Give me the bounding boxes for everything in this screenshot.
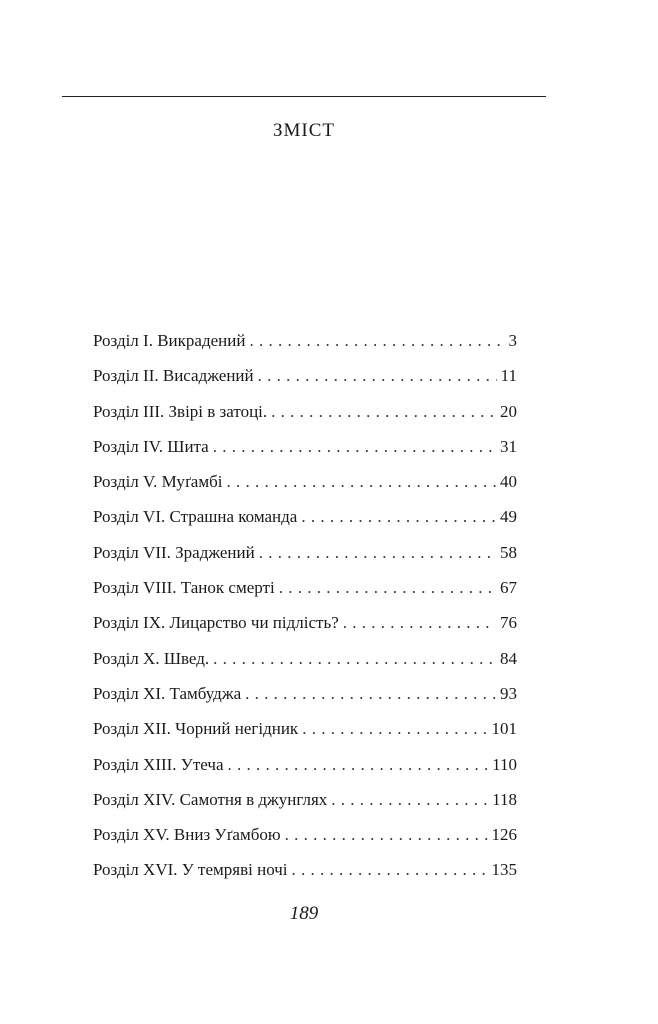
dot-leader [213, 432, 496, 462]
toc-entry-title: Розділ XVI. У темряві ночі [93, 860, 288, 880]
toc-entry [93, 714, 517, 749]
toc-entry-title: Розділ І. Викрадений [93, 331, 246, 350]
toc-entry [93, 361, 517, 396]
toc-entry-page: 11 [500, 366, 517, 386]
dot-leader [343, 608, 496, 638]
toc-entry-title: Розділ XIV. Самотня в джунглях [93, 789, 328, 809]
toc-entry-title: Розділ Х. Швед. [93, 648, 210, 668]
toc-entry [93, 467, 517, 502]
toc-entry-page: 20 [500, 401, 517, 421]
toc-entry-page: 76 [500, 613, 517, 633]
toc-entry [93, 397, 517, 432]
toc-entry [93, 855, 517, 890]
toc-entry-page: 40 [500, 472, 517, 492]
page-number: 189 [289, 903, 319, 924]
toc-entry-page: 49 [500, 507, 517, 527]
toc-entry-page: 135 [491, 860, 517, 880]
toc-entry-title: Розділ ІІІ. Звірі в затоці. [93, 401, 268, 421]
toc-entry-page: 118 [492, 789, 517, 809]
toc-entry-page: 3 [508, 331, 517, 350]
toc-entry-page: 31 [500, 436, 517, 456]
toc-entry [93, 679, 517, 714]
toc-entry-title: Розділ ХІІ. Чорний негідник [93, 719, 299, 739]
toc-entry [93, 785, 517, 820]
toc-entry-title: Розділ ІІ. Висаджений [93, 366, 254, 386]
dot-leader [302, 714, 487, 744]
toc-entry-page: 93 [500, 683, 517, 703]
toc-entry [93, 573, 517, 608]
toc-entry [93, 432, 517, 467]
toc-entry-title: Розділ ХІ. Тамбуджа [93, 683, 242, 703]
toc-entry-title: Розділ VII. Зраджений [93, 542, 255, 562]
toc-entry-page: 126 [491, 825, 517, 845]
dot-leader [279, 573, 496, 603]
toc-entry [93, 750, 517, 785]
dot-leader [258, 361, 497, 391]
dot-leader [271, 397, 496, 427]
dot-leader [245, 679, 496, 709]
dot-leader [285, 820, 488, 850]
toc-entry-title: Розділ VI. Страшна команда [93, 507, 298, 527]
toc-entry [93, 502, 517, 537]
toc-entry-page: 101 [491, 719, 517, 739]
dot-leader [331, 785, 488, 815]
toc-entry-title: Розділ IV. Шита [93, 436, 209, 456]
dot-leader [301, 502, 496, 532]
toc-entry [93, 538, 517, 573]
page-title: ЗМІСТ [272, 120, 336, 141]
toc-entry-title: Розділ ІХ. Лицарство чи підлість? [93, 613, 339, 633]
toc-entry-title: Розділ VIII. Танок смерті [93, 578, 275, 598]
dot-leader [292, 855, 488, 885]
toc-entry [93, 644, 517, 679]
toc-entry-page: 110 [492, 754, 517, 774]
toc-entry-page: 84 [500, 648, 517, 668]
toc-entry [93, 608, 517, 643]
dot-leader [226, 467, 496, 497]
toc-entry-page: 58 [500, 542, 517, 562]
toc-entry-title: Розділ ХІІІ. Утеча [93, 754, 224, 774]
dot-leader [213, 644, 496, 674]
dot-leader [249, 326, 504, 356]
dot-leader [259, 538, 496, 568]
toc-entry [93, 326, 517, 361]
toc-entry-page: 67 [500, 578, 517, 598]
dot-leader [228, 750, 489, 780]
header-rule [62, 96, 546, 97]
toc-entry-title: Розділ V. Муґамбі [93, 472, 223, 492]
toc-entry-title: Розділ XV. Вниз Уґамбою [93, 825, 281, 845]
toc-entry [93, 820, 517, 855]
table-of-contents [93, 326, 517, 891]
